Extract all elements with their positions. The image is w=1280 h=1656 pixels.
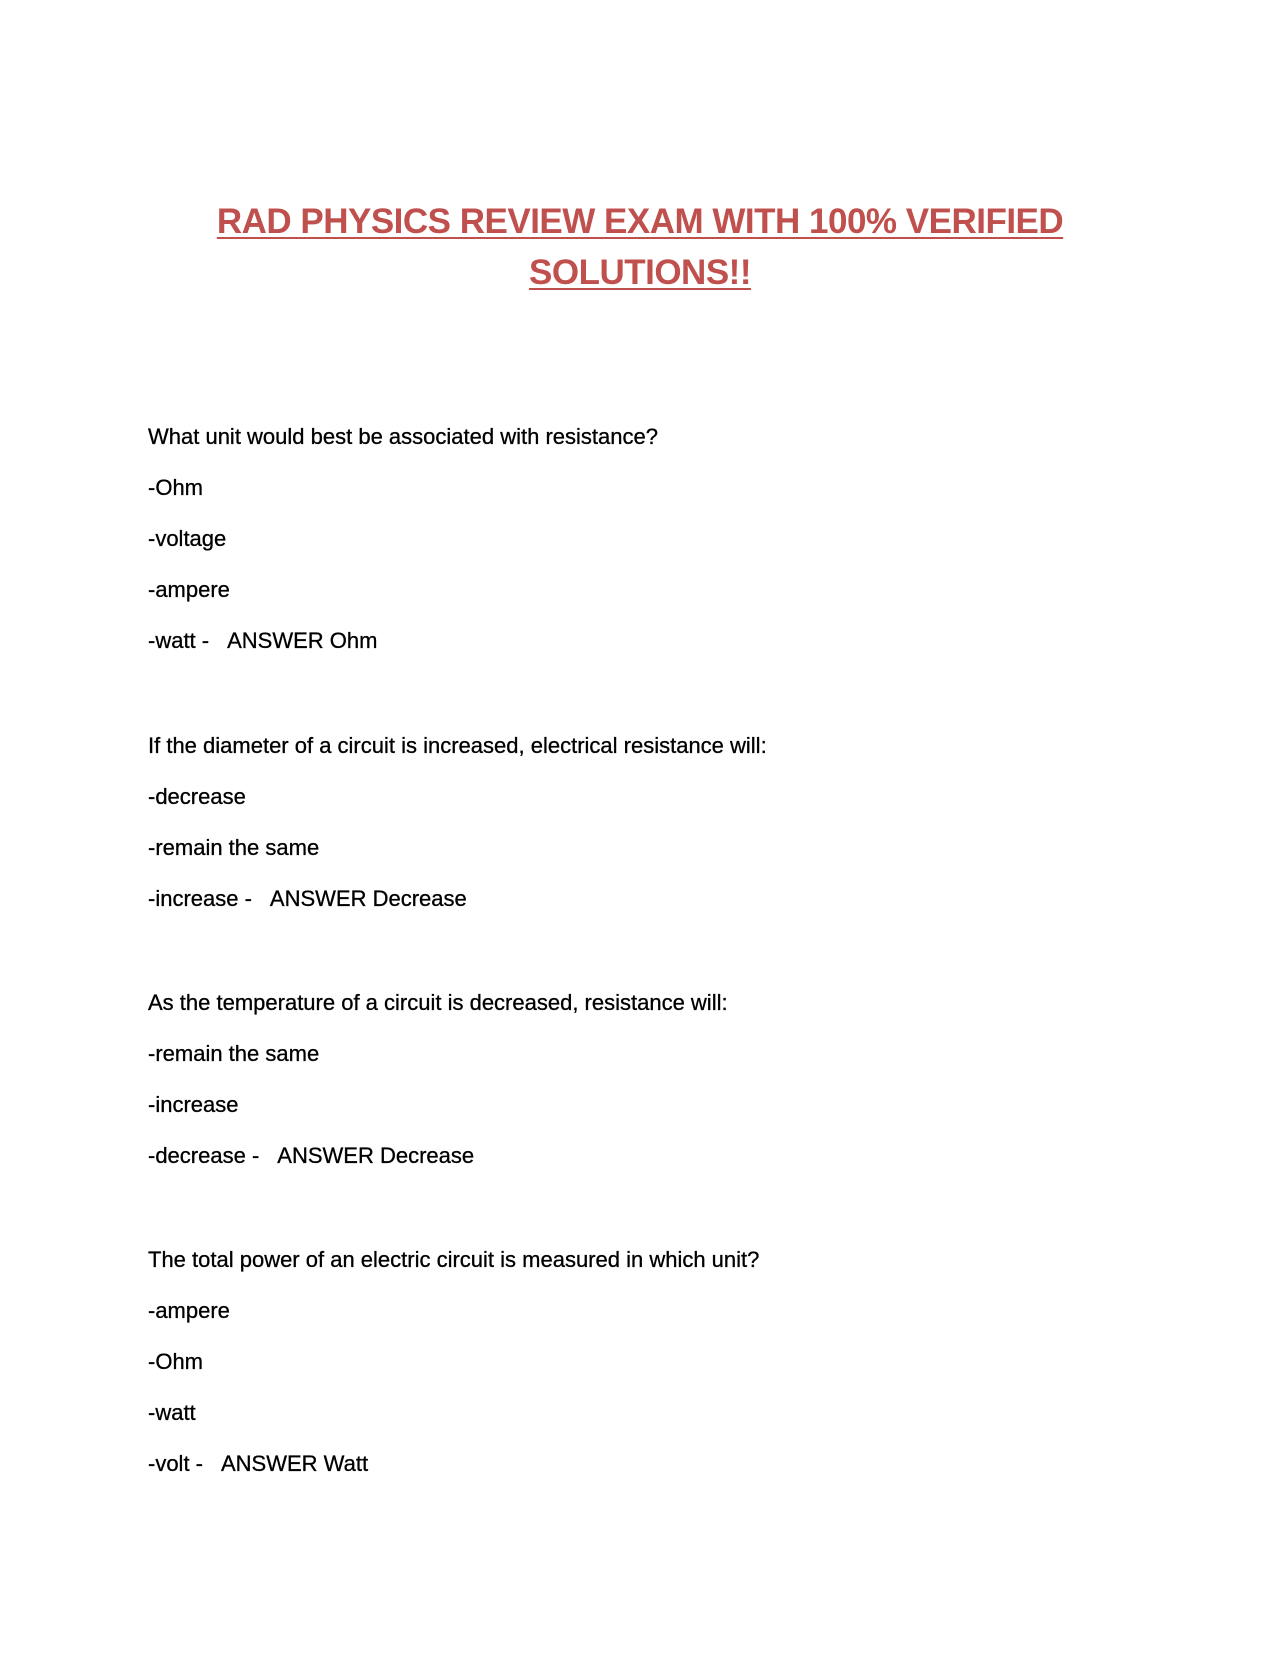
title-line-1: RAD PHYSICS REVIEW EXAM WITH 100% VERIFIED [216, 202, 1064, 241]
option: -ampere [148, 577, 230, 602]
answer: ANSWER Ohm [227, 628, 378, 653]
option-with-answer [148, 1143, 1148, 1169]
option: -ampere [148, 1298, 230, 1323]
option: -Ohm [148, 1349, 203, 1374]
question-text: If the diameter of a circuit is increased, electrical resistance will: [148, 733, 767, 758]
option: -Ohm [148, 475, 203, 500]
option-last: -increase - [148, 886, 252, 911]
answer: ANSWER Decrease [277, 1143, 475, 1168]
option: -decrease [148, 784, 246, 809]
option-with-answer [148, 628, 1148, 654]
option: -voltage [148, 526, 227, 551]
document-title [120, 196, 1160, 298]
question-block-2 [148, 733, 1148, 937]
question-block-3 [148, 990, 1148, 1194]
title-line-2: SOLUTIONS!! [529, 253, 751, 292]
answer: ANSWER Watt [221, 1451, 369, 1476]
option: -remain the same [148, 835, 320, 860]
answer: ANSWER Decrease [269, 886, 467, 911]
question-block-1 [148, 424, 1148, 679]
question-text: The total power of an electric circuit is measured in which unit? [148, 1247, 760, 1272]
question-text: As the temperature of a circuit is decreased, resistance will: [148, 990, 728, 1015]
option-with-answer [148, 1451, 1148, 1477]
option-last: -decrease - [148, 1143, 260, 1168]
option-with-answer [148, 886, 1148, 912]
option-last: -watt - [148, 628, 210, 653]
question-text: What unit would best be associated with resistance? [148, 424, 658, 449]
option: -watt [148, 1400, 196, 1425]
question-block-4 [148, 1247, 1148, 1502]
option: -increase [148, 1092, 239, 1117]
option: -remain the same [148, 1041, 320, 1066]
option-last: -volt - [148, 1451, 203, 1476]
